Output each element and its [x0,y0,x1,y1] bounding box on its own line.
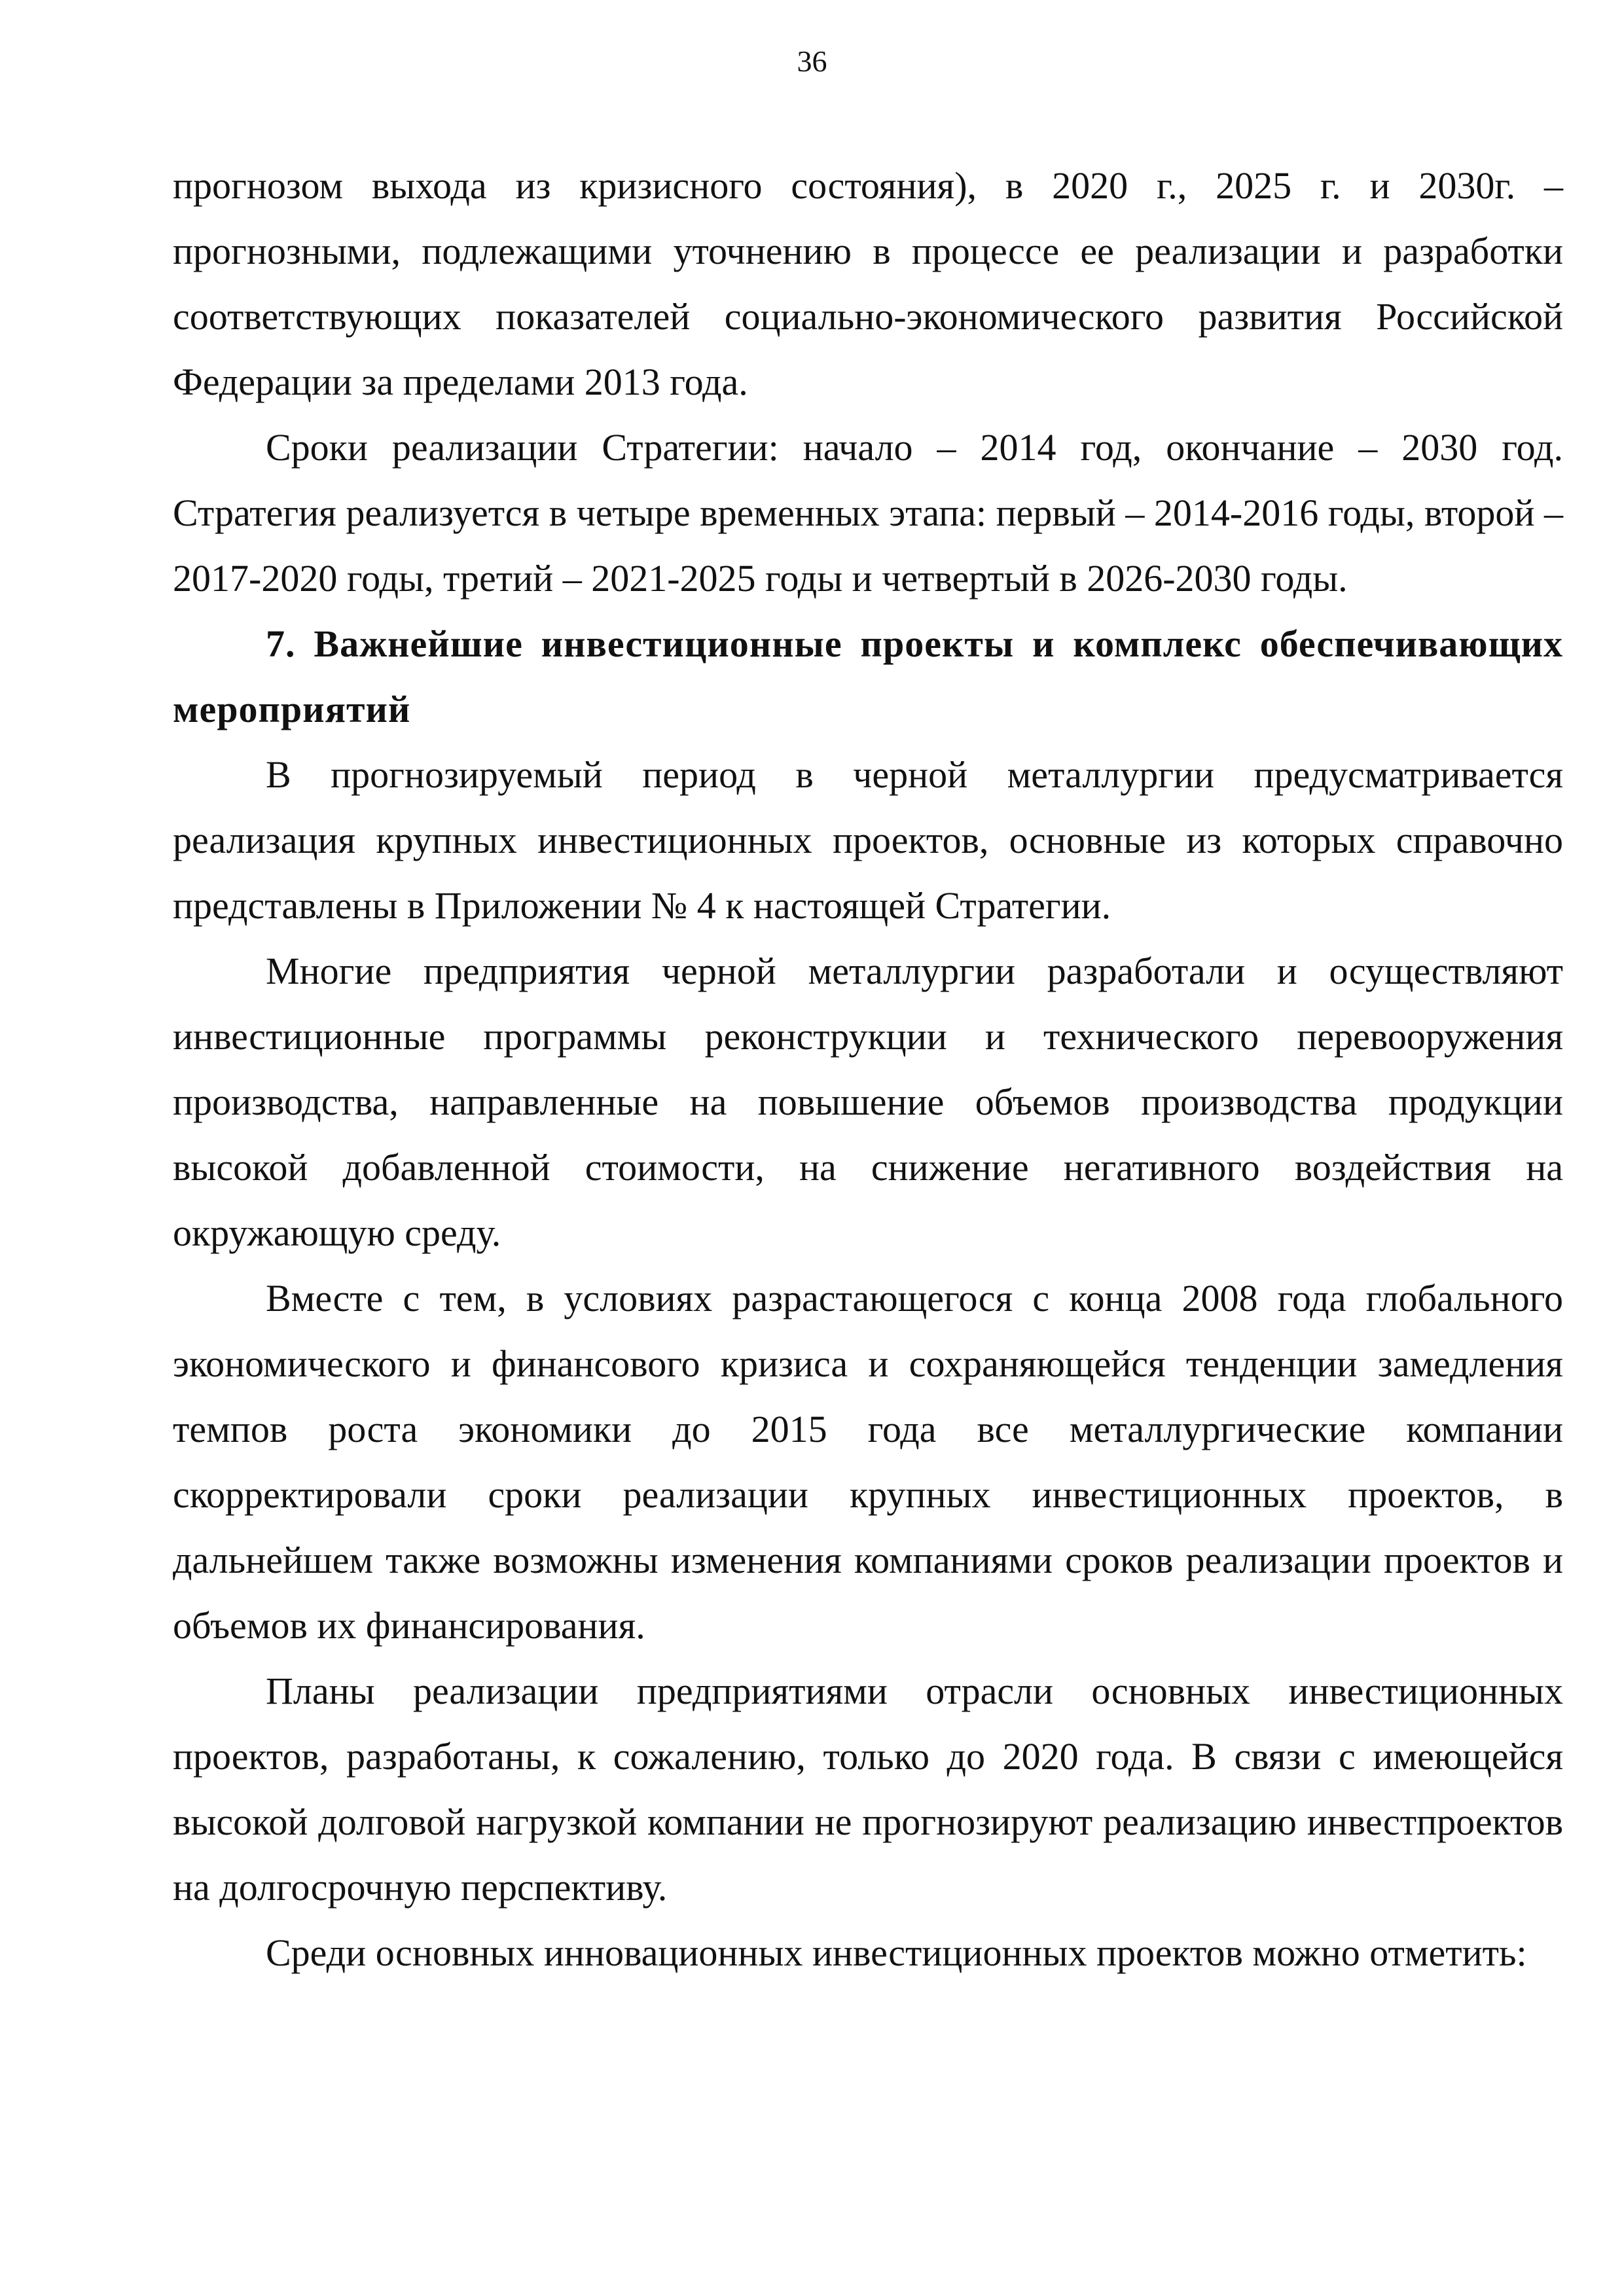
paragraph-plans-until-2020: Планы реализации предприятиями отрасли основных инвестиционных проектов, разработаны, к сожалению, только до 2020 года. В связи с имеющейся высокой долговой нагрузкой компании не прогнозируют реализацию инвестпроектов на долгосрочную перспективу. [173,1670,1563,1909]
paragraph-forecast-period: В прогнозируемый период в черной металлургии предусматривается реализация крупных инвестиционных проектов, основные из которых справочно представлены в Приложении № 4 к настоящей Стратегии. [173,753,1563,927]
page-number: 36 [797,45,827,78]
section-heading: 7. Важнейшие инвестиционные проекты и комплекс обеспечивающих мероприятий [173,622,1563,730]
paragraph-innovation-projects-intro: Среди основных инновационных инвестиционных проектов можно отметить: [266,1931,1527,1974]
document-body [173,153,1563,1986]
paragraph-implementation-timeline: Сроки реализации Стратегии: начало – 2014 год, окончание – 2030 год. Стратегия реализуется в четыре временных этапа: первый – 2014-2016 годы, второй –2017-2020 годы, третий – 2021-2025 годы и четвертый в 2026-2030 годы. [173,426,1563,600]
paragraph-enterprise-programs: Многие предприятия черной металлургии разработали и осуществляют инвестиционные программы реконструкции и технического перевооружения производства, направленные на повышение объемов производства продукции высокой добавленной стоимости, на снижение негативного воздействия на окружающую среду. [173,950,1563,1254]
paragraph-forecast-continuation: прогнозом выхода из кризисного состояния), в 2020 г., 2025 г. и 2030г. – прогнозными, подлежащими уточнению в процессе ее реализации и разработки соответствующих показателей социально-экономического развития Российской Федерации за пределами 2013 года. [173,164,1563,403]
paragraph-crisis-adjustments: Вместе с тем, в условиях разрастающегося с конца 2008 года глобального экономического и финансового кризиса и сохраняющейся тенденции замедления темпов роста экономики до 2015 года все металлургические компании скорректировали сроки реализации крупных инвестиционных проектов, в дальнейшем также возможны изменения компаниями сроков реализации проектов и объемов их финансирования. [173,1277,1563,1647]
